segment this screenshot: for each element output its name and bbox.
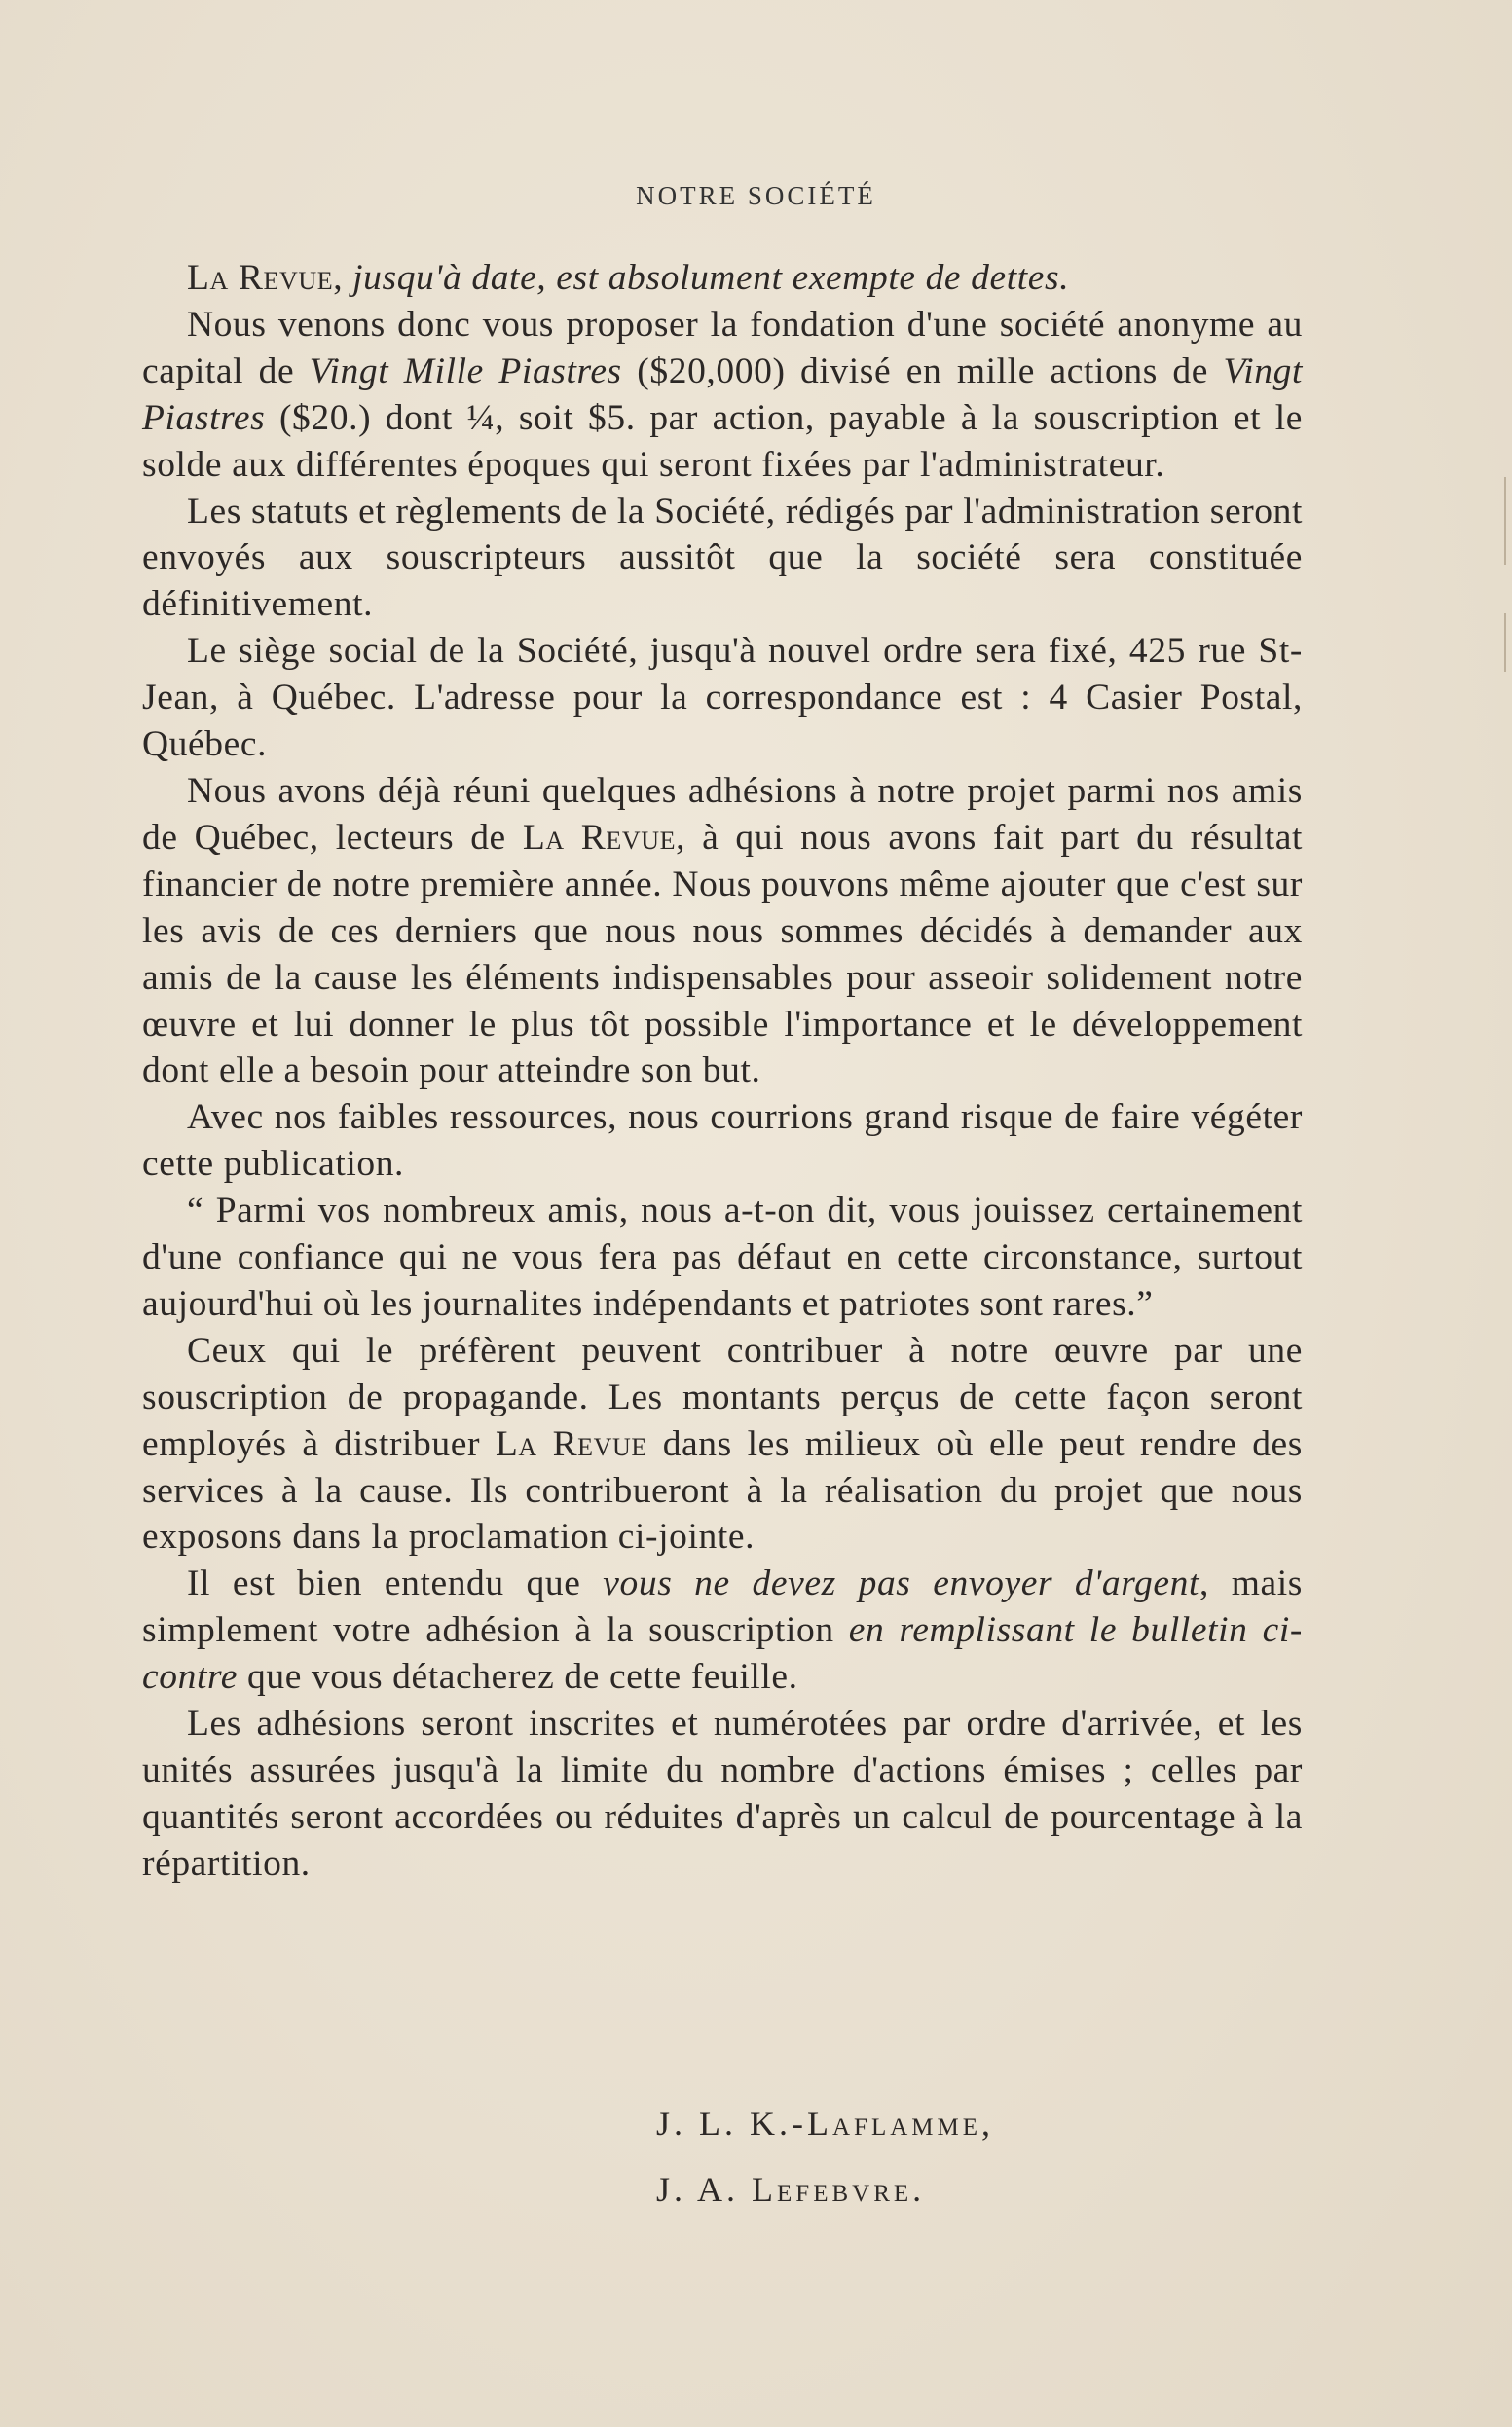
journal-name: La Revue bbox=[495, 1423, 647, 1464]
signature-line bbox=[656, 2169, 925, 2210]
paragraph bbox=[142, 1328, 1303, 1562]
text-run: Nous venons donc vous proposer la fondation d'une société anonyme au capital de bbox=[142, 304, 1303, 391]
paragraph bbox=[142, 1094, 1303, 1188]
italic-text: en remplissant le bulletin ci-contre bbox=[142, 1610, 1303, 1698]
text-run: ($20,000) divisé en mille actions de bbox=[621, 350, 1224, 391]
text-run: , bbox=[333, 258, 353, 298]
paragraph bbox=[142, 768, 1303, 1094]
text-run: dans les milieux où elle peut rendre des services à la cause. Ils contribueront à la réalisation du projet que nous exposons dans la proclamation ci-jointe. bbox=[142, 1423, 1303, 1558]
text-run: ($20.) dont ¼, soit $5. par action, payable à la souscription et le solde aux différentes époques qui seront fixées par l'administrateur. bbox=[142, 397, 1303, 485]
text-run: Les adhésions seront inscrites et numérotées par ordre d'arrivée, et les unités assurées jusqu'à la limite du nombre d'actions émises ; celles par quantités seront accordées ou réduites d'après un calcul de pourcentage à la répartition. bbox=[142, 1704, 1303, 1884]
text-run: Les statuts et règlements de la Société, rédigés par l'administration seront envoyés aux souscripteurs aussitôt que la société sera constituée définitivement. bbox=[142, 491, 1303, 625]
italic-text: vous ne devez pas envoyer d'argent bbox=[603, 1563, 1200, 1604]
article-body bbox=[142, 255, 1303, 1888]
paragraph bbox=[142, 1188, 1303, 1328]
italic-text: Vingt Mille Piastres bbox=[309, 350, 622, 391]
paragraph bbox=[142, 1561, 1303, 1701]
paragraph bbox=[142, 302, 1303, 489]
italic-text: Vingt Piastres bbox=[142, 350, 1303, 438]
text-run: Avec nos faibles ressources, nous courrions grand risque de faire végéter cette publication. bbox=[142, 1097, 1303, 1185]
running-header: NOTRE SOCIÉTÉ bbox=[636, 181, 876, 210]
text-run: Il est bien entendu que bbox=[187, 1563, 604, 1604]
text-run: Le siège social de la Société, jusqu'à nouvel ordre sera fixé, 425 rue St-Jean, à Québec. L'adresse pour la correspondance est : 4 Casier Postal, Québec. bbox=[142, 631, 1303, 765]
paragraph bbox=[142, 489, 1303, 629]
journal-name: La Revue bbox=[187, 258, 334, 298]
paragraph bbox=[142, 628, 1303, 768]
text-run: Nous avons déjà réuni quelques adhésions à notre projet parmi nos amis de Québec, lecteurs de bbox=[142, 770, 1303, 858]
signature-initials: J. A. bbox=[656, 2170, 753, 2209]
text-run: Ceux qui le préfèrent peuvent contribuer à notre œuvre par une souscription de propagande. Les montants perçus de cette façon seront employés à distribuer bbox=[142, 1330, 1303, 1464]
signature-initials: J. L. K.- bbox=[656, 2104, 807, 2143]
text-run: , à qui nous avons fait part du résultat financier de notre première année. Nous pouvons même ajouter que c'est sur les avis de ces derniers que nous nous sommes décidés à demander aux amis de la cause les éléments indispensables pour asseoir solidement notre œuvre et lui donner le plus tôt possible l'importance et le développement dont elle a besoin pour atteindre son but. bbox=[142, 817, 1303, 1091]
signature-surname: Lefebvre. bbox=[752, 2170, 926, 2209]
text-run: que vous détacherez de cette feuille. bbox=[238, 1657, 798, 1698]
page-edge-mark bbox=[1504, 477, 1506, 565]
signature-line bbox=[656, 2103, 994, 2144]
journal-name: La Revue bbox=[522, 817, 677, 858]
text-run: , mais simplement votre adhésion à la souscription bbox=[142, 1563, 1303, 1651]
paragraph bbox=[142, 1701, 1303, 1888]
signature-surname: Laflamme, bbox=[807, 2104, 995, 2143]
page-edge-mark bbox=[1504, 613, 1506, 672]
text-run: “ Parmi vos nombreux amis, nous a-t-on dit, vous jouissez certainement d'une confiance qui ne vous fera pas défaut en cette circonstance, surtout aujourd'hui où les journalites indépendants et patriotes sont rares.” bbox=[142, 1191, 1303, 1324]
italic-text: jusqu'à date, est absolument exempte de dettes. bbox=[352, 258, 1070, 298]
paragraph bbox=[142, 255, 1303, 302]
